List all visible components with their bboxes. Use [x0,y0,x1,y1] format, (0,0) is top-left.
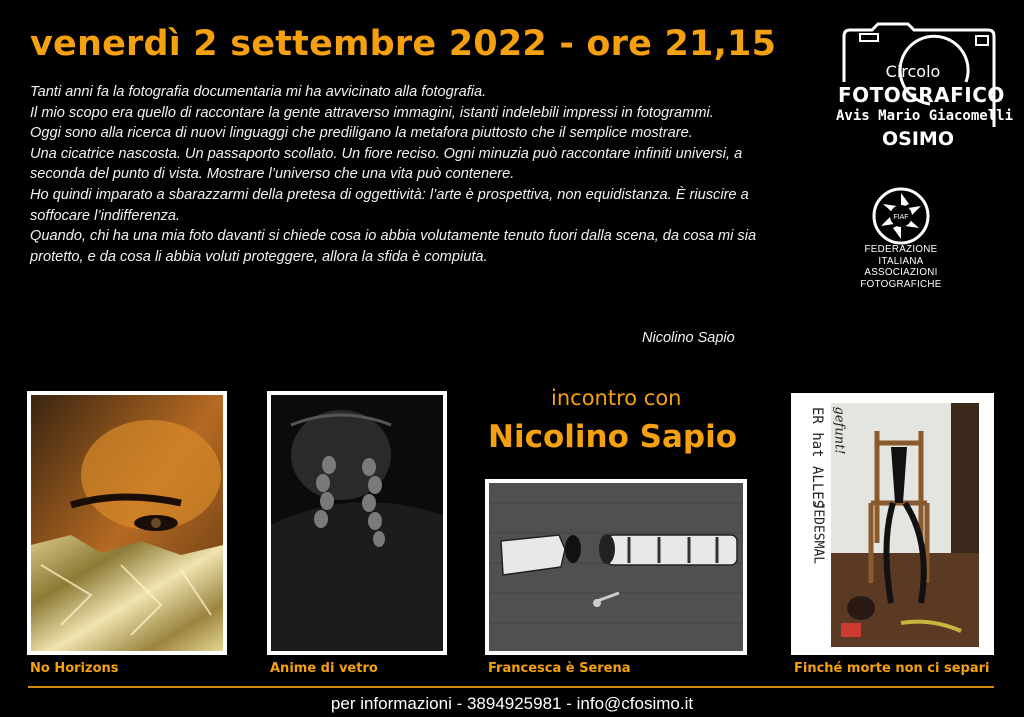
fiaf-line: ASSOCIAZIONI [864,267,938,278]
handwriting-line: ER hat ALLES [809,407,825,509]
statement-paragraph: Una cicatrice nascosta. Un passaporto scollato. Un fiore reciso. Ogni minuzia può raccontare infiniti universi, a seconda del punto di vista. Mostrare l’universo che una vita può contenere. [30,145,743,183]
statement-paragraph: Oggi sono alla ricerca di nuovi linguaggi che prediligano la metafora piuttosto che il semplice mostrare. [30,125,693,142]
handwritten-note [797,399,847,639]
artist-statement [30,82,770,267]
handwriting-line: JEDESMAL [810,501,826,565]
photo-anime-di-vetro [267,391,447,655]
statement-paragraph: Tanti anni fa la fotografia documentaria mi ha avvicinato alla fotografia. [30,84,487,100]
footer-divider [28,686,994,688]
braided-hair-image [271,395,443,651]
speaker-name: Nicolino Sapio [488,419,738,455]
photo-caption: Anime di vetro [270,661,378,676]
logo-avis-mario-giacomelli: Avis Mario Giacomelli [836,108,1014,124]
photo-caption: Francesca è Serena [488,661,631,676]
event-date-headline: venerdì 2 settembre 2022 - ore 21,15 [30,24,777,64]
statement-paragraph: Quando, chi ha una mia foto davanti si chiede cosa io abbia volutamente tenuto fuori dalla scena, da cosa mi sia protetto, e da cosa li abbia voluti proteggere, allora la sfida è compiuta. [30,228,757,265]
logo-osimo: OSIMO [882,128,954,150]
photo-finche-morte-non-ci-separi [791,393,994,655]
photo-caption: Finché morte non ci separi [794,661,990,676]
photo-francesca-e-serena [485,479,747,655]
photo-no-horizons [27,391,227,655]
fiaf-name [846,244,956,290]
portrait-golden-foil-image [31,395,223,651]
photo-caption: No Horizons [30,661,119,676]
statement-paragraph: Ho quindi imparato a sbarazzarmi della pretesa di oggettività: l’arte è prospettiva, non equidistanza. È riuscire a soffocare l’indifferenza. [30,186,749,224]
contact-info: per informazioni - 3894925981 - info@cfosimo.it [330,694,694,713]
statement-signature: Nicolino Sapio [642,330,735,346]
meeting-intro: incontro con [551,386,682,410]
handwriting-line: gefunt! [831,406,847,455]
logo-fotografico: FOTOGRAFICO [838,83,1005,107]
fiaf-aperture-icon [871,186,931,246]
club-logo [836,22,1014,157]
fiaf-mark-label: FIAF [893,214,909,221]
logo-circolo: Circolo [885,62,941,81]
fiaf-line: FOTOGRAFICHE [860,278,942,290]
leg-braces-image [489,483,743,651]
statement-paragraph: Il mio scopo era quello di raccontare la gente attraverso immagini, istanti indelebili impressi in fotogrammi. [30,104,714,121]
fiaf-line: ITALIANA [878,255,924,267]
fiaf-line: FEDERAZIONE [864,244,938,255]
chair-scene-image [831,403,979,647]
